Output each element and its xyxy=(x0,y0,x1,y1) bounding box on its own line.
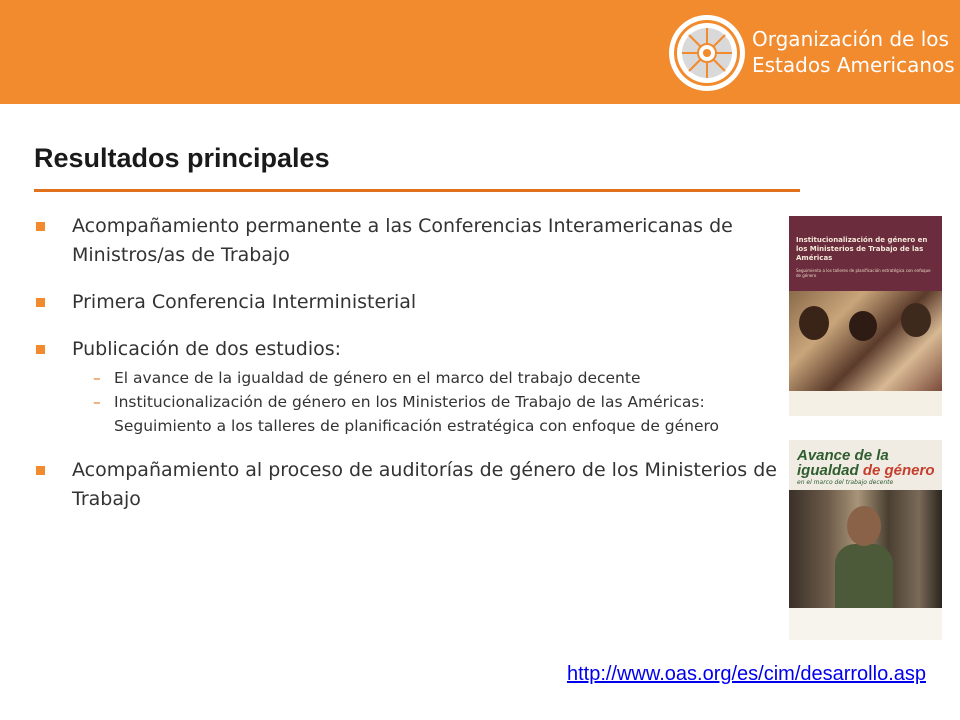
dash-bullet-icon: – xyxy=(93,393,101,411)
publication-cover-institucionalizacion xyxy=(789,216,942,416)
dash-bullet-icon: – xyxy=(93,369,101,387)
bullet-item xyxy=(34,288,779,317)
square-bullet-icon xyxy=(36,345,45,354)
cover2-title xyxy=(797,448,937,478)
cover2-title-c: de género xyxy=(862,462,935,479)
title-underline xyxy=(34,189,800,192)
org-name-line-1: Organización de los xyxy=(752,27,949,51)
publication-cover-avance-igualdad xyxy=(789,440,942,640)
bullet-item xyxy=(34,212,779,270)
sub-bullet-text: El avance de la igualdad de género en el marco del trabajo decente xyxy=(114,369,641,387)
square-bullet-icon xyxy=(36,222,45,231)
cover1-footer-logos xyxy=(789,391,942,416)
organization-name xyxy=(752,26,955,78)
cover1-photo-figure xyxy=(799,306,829,340)
cover2-footer-logos xyxy=(789,608,942,640)
cim-desarrollo-link[interactable]: http://www.oas.org/es/cim/desarrollo.asp xyxy=(566,663,926,685)
cover1-photo-figure xyxy=(849,311,877,341)
bullet-item xyxy=(34,456,779,514)
cover2-subtitle: en el marco del trabajo decente xyxy=(797,479,894,486)
bullet-list xyxy=(34,212,779,532)
sub-bullet-item xyxy=(34,390,779,438)
sub-bullet-text: Institucionalización de género en los Ministerios de Trabajo de las Américas: Seguimiento a los talleres de planificación estratégica con enfoque de género xyxy=(114,393,720,435)
cover1-photo-figure xyxy=(901,303,931,337)
oas-seal-icon xyxy=(668,14,746,92)
sub-bullet-list xyxy=(72,366,779,438)
org-name-line-2: Estados Americanos xyxy=(752,53,955,77)
cover1-subtitle: Seguimiento a los talleres de planificación estratégica con enfoque de género xyxy=(796,268,931,278)
cover2-title-b: igualdad xyxy=(797,462,859,479)
bullet-item xyxy=(34,335,779,438)
cover1-title: Institucionalización de género en los Ministerios de Trabajo de las Américas xyxy=(796,236,928,262)
slide-title: Resultados principales xyxy=(34,143,330,173)
sub-bullet-item xyxy=(34,366,779,390)
square-bullet-icon xyxy=(36,466,45,475)
bullet-text: Publicación de dos estudios: xyxy=(72,338,342,360)
bullet-text: Primera Conferencia Interministerial xyxy=(72,291,417,313)
bullet-text: Acompañamiento permanente a las Conferencias Interamericanas de Ministros/as de Trabajo xyxy=(72,215,733,266)
cover2-photo-face xyxy=(847,506,881,546)
cover2-title-a: Avance de la xyxy=(797,447,889,464)
square-bullet-icon xyxy=(36,298,45,307)
bullet-text: Acompañamiento al proceso de auditorías de género de los Ministerios de Trabajo xyxy=(72,459,777,510)
cover2-photo-figure xyxy=(835,544,893,608)
header-bar xyxy=(0,0,960,104)
